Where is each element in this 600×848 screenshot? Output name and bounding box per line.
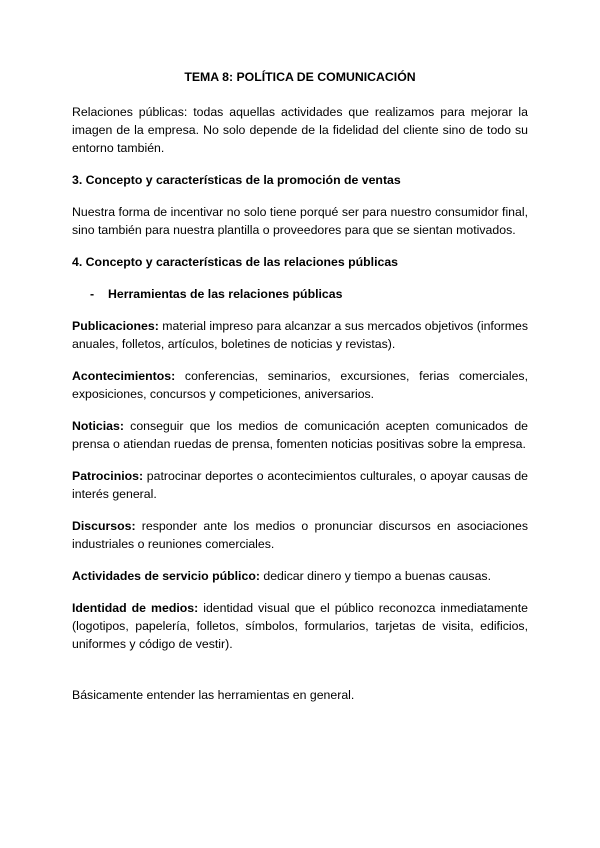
intro-paragraph: Relaciones públicas: todas aquellas actividades que realizamos para mejorar la imagen de la empresa. No solo depende de la fidelidad del cliente sino de todo su entorno también.: [72, 105, 528, 155]
tool-term: Patrocinios:: [72, 469, 144, 483]
tool-term: Acontecimientos:: [72, 369, 176, 383]
tool-term: Actividades de servicio público:: [72, 569, 260, 583]
tool-description: responder ante los medios o pronunciar discursos en asociaciones industriales o reuniones comerciales.: [72, 519, 528, 551]
tools-subheading-label: Herramientas de las relaciones públicas: [108, 287, 343, 301]
closing-paragraph: Básicamente entender las herramientas en general.: [72, 688, 355, 702]
tool-item-noticias: [72, 417, 528, 453]
tool-description: identidad visual que el público reconozca inmediatamente (logotipos, papelería, folletos, símbolos, formularios, tarjetas de visita, edificios, uniformes y código de vestir).: [72, 601, 528, 651]
document-page: [72, 68, 528, 704]
tool-description: conseguir que los medios de comunicación acepten comunicados de prensa o atiendan ruedas de prensa, fomenten noticias positivas sobre la empresa.: [72, 419, 528, 451]
tool-term: Publicaciones:: [72, 319, 159, 333]
section-4-heading: 4. Concepto y características de las relaciones públicas: [72, 255, 399, 269]
tool-item-identidad-medios: [72, 599, 528, 653]
tool-item-publicaciones: [72, 317, 528, 353]
tool-item-acontecimientos: [72, 367, 528, 403]
tool-term: Discursos:: [72, 519, 136, 533]
bullet-dash: -: [90, 287, 95, 301]
tool-description: dedicar dinero y tiempo a buenas causas.: [259, 569, 491, 583]
tool-term: Identidad de medios:: [72, 601, 199, 615]
section-3-heading: 3. Concepto y características de la promoción de ventas: [72, 173, 401, 187]
tool-description: patrocinar deportes o acontecimientos culturales, o apoyar causas de interés general.: [72, 469, 528, 501]
tool-description: material impreso para alcanzar a sus mercados objetivos (informes anuales, folletos, artículos, boletines de noticias y revistas).: [72, 319, 528, 351]
tool-item-patrocinios: [72, 467, 528, 503]
tools-subheading: [90, 285, 528, 303]
tool-term: Noticias:: [72, 419, 124, 433]
tool-description: conferencias, seminarios, excursiones, ferias comerciales, exposiciones, concursos y competiciones, aniversarios.: [72, 369, 528, 401]
document-title: TEMA 8: POLÍTICA DE COMUNICACIÓN: [184, 70, 416, 84]
tool-item-servicio-publico: [72, 567, 528, 585]
section-3-paragraph: Nuestra forma de incentivar no solo tiene porqué ser para nuestro consumidor final, sino también para nuestra plantilla o proveedores para que se sientan motivados.: [72, 205, 528, 237]
tool-item-discursos: [72, 517, 528, 553]
